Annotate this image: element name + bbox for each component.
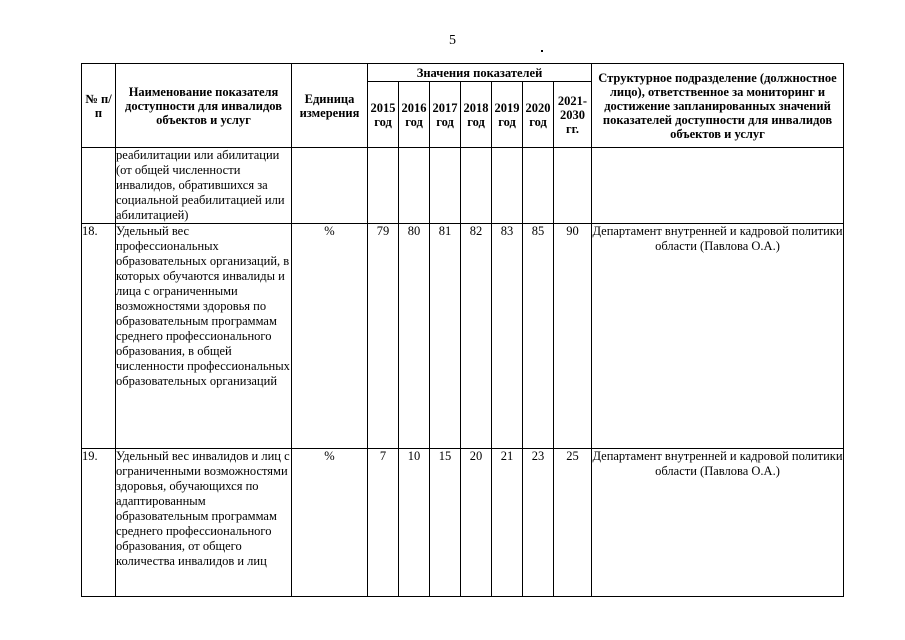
row-value <box>523 148 554 224</box>
row-unit: % <box>292 224 368 449</box>
row-value <box>554 148 592 224</box>
stray-mark <box>541 50 543 52</box>
row-value <box>492 148 523 224</box>
table-row <box>82 224 844 449</box>
header-year-2019: 2019 год <box>492 82 523 148</box>
row-responsible <box>592 148 844 224</box>
row-value <box>399 148 430 224</box>
row-value: 81 <box>430 224 461 449</box>
header-year-2017: 2017 год <box>430 82 461 148</box>
row-value <box>368 148 399 224</box>
row-name: Удельный вес инвалидов и лиц с ограниченными возможностями здоровья, обучающихся по адаптированным образовательным программам среднего профессионального образования, от общего количества инвалидов и лиц <box>116 449 292 597</box>
row-value: 90 <box>554 224 592 449</box>
row-num: 19. <box>82 449 116 597</box>
indicators-table <box>81 63 844 597</box>
row-responsible: Департамент внутренней и кадровой политики области (Павлова О.А.) <box>592 449 844 597</box>
header-year-2016: 2016 год <box>399 82 430 148</box>
table-row <box>82 449 844 597</box>
row-name: реабилитации или абилитации (от общей численности инвалидов, обратившихся за социальной реабилитацией или абилитацией) <box>116 148 292 224</box>
row-value: 79 <box>368 224 399 449</box>
header-year-2020: 2020 год <box>523 82 554 148</box>
row-value: 20 <box>461 449 492 597</box>
row-value: 25 <box>554 449 592 597</box>
row-name: Удельный вес профессиональных образовательных организаций, в которых обучаются инвалиды и лица с ограниченными возможностями здоровья по образовательным программам среднего профессионального образования, в общей численности профессиональных образовательных организаций <box>116 224 292 449</box>
row-num <box>82 148 116 224</box>
row-unit: % <box>292 449 368 597</box>
row-unit <box>292 148 368 224</box>
table-row <box>82 148 844 224</box>
header-year-2021-2030: 2021-2030 гг. <box>554 82 592 148</box>
row-value <box>430 148 461 224</box>
header-num: № п/п <box>82 64 116 148</box>
header-year-2018: 2018 год <box>461 82 492 148</box>
header-unit: Единица измерения <box>292 64 368 148</box>
row-value <box>461 148 492 224</box>
header-row-top <box>82 64 844 82</box>
page-number: 5 <box>449 33 456 48</box>
row-value: 7 <box>368 449 399 597</box>
row-value: 83 <box>492 224 523 449</box>
header-year-2015: 2015 год <box>368 82 399 148</box>
row-num: 18. <box>82 224 116 449</box>
row-value: 85 <box>523 224 554 449</box>
row-value: 82 <box>461 224 492 449</box>
row-value: 21 <box>492 449 523 597</box>
row-value: 15 <box>430 449 461 597</box>
header-name: Наименование показателя доступности для инвалидов объектов и услуг <box>116 64 292 148</box>
header-responsible: Структурное подразделение (должностное лицо), ответственное за мониторинг и достижение запланированных значений показателей доступности для инвалидов объектов и услуг <box>592 64 844 148</box>
header-values-group: Значения показателей <box>368 64 592 82</box>
row-value: 80 <box>399 224 430 449</box>
row-value: 10 <box>399 449 430 597</box>
row-value: 23 <box>523 449 554 597</box>
row-responsible: Департамент внутренней и кадровой политики области (Павлова О.А.) <box>592 224 844 449</box>
